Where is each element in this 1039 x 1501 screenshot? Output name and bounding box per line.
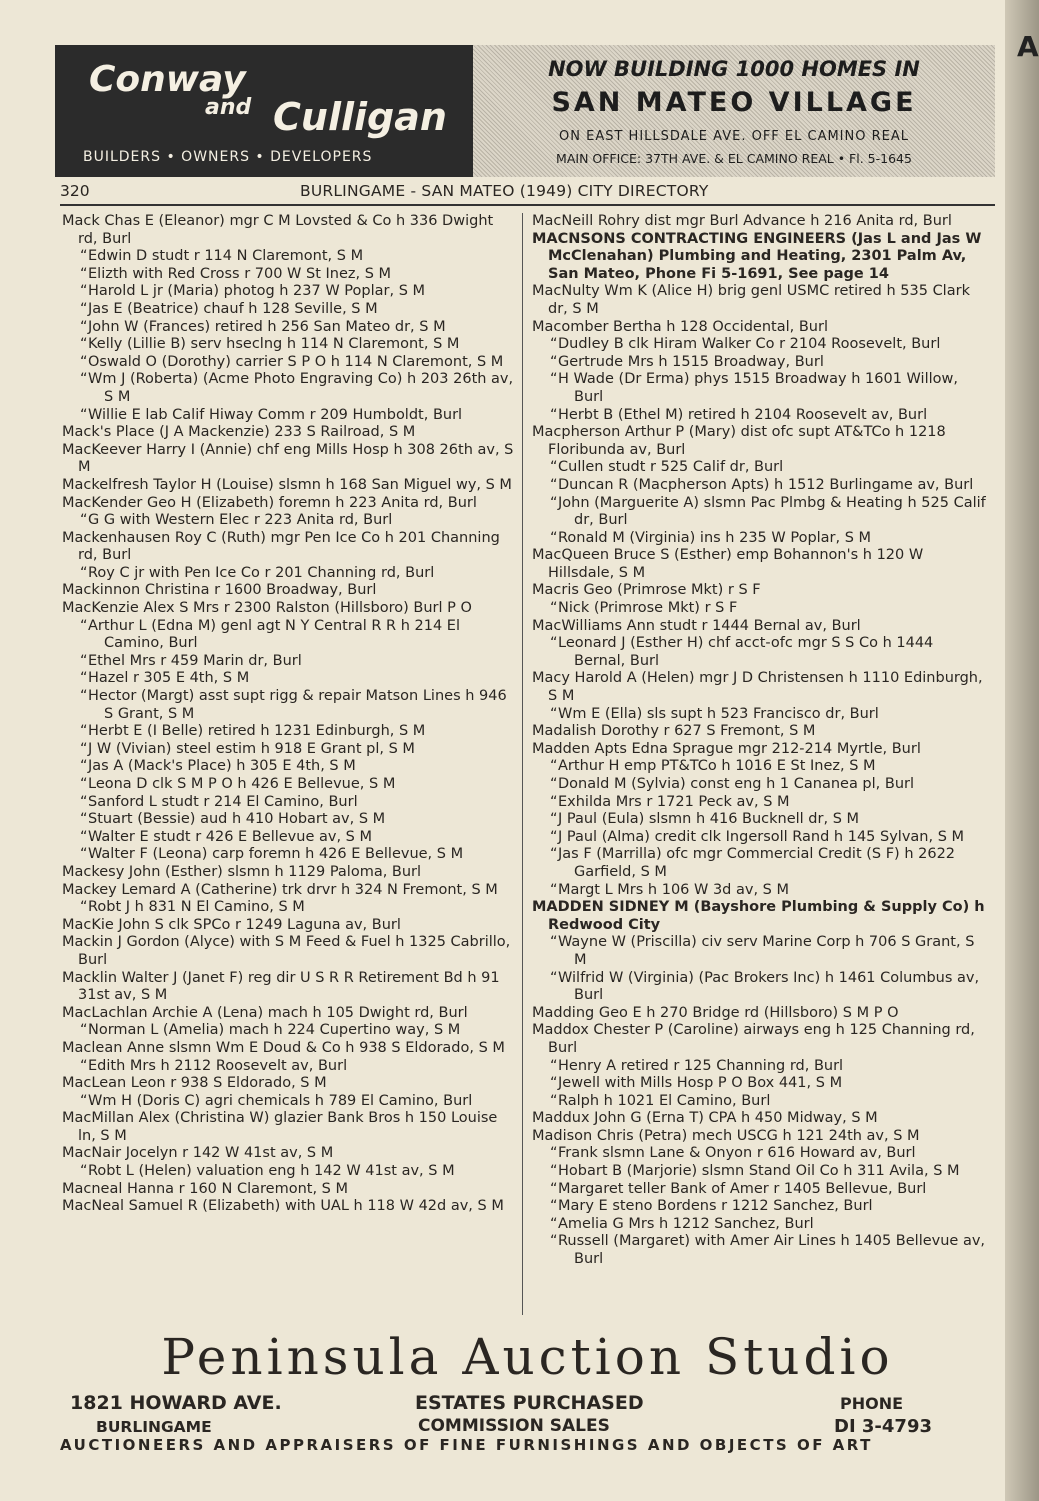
listing-text: Margt L Mrs h 106 W 3d av, S M <box>558 881 790 898</box>
ditto-mark: “ <box>550 828 558 845</box>
listing-entry <box>60 776 515 794</box>
listing-entry <box>60 1058 515 1076</box>
listing-text: MacKender Geo H (Elizabeth) foremn h 223 Anita rd, Burl <box>62 494 477 511</box>
ditto-mark: “ <box>550 1092 558 1109</box>
ditto-mark: “ <box>80 283 88 300</box>
listing-entry <box>60 688 515 723</box>
listing-text: Leona D clk S M P O h 426 E Bellevue, S M <box>88 776 396 792</box>
listing-text: Arthur H emp PT&TCo h 1016 E St Inez, S M <box>558 758 876 775</box>
ditto-mark: “ <box>80 1022 88 1039</box>
listing-text: Wm J (Roberta) (Acme Photo Engraving Co) h 203 26th av, S M <box>88 371 514 405</box>
listing-text: Frank slsmn Lane & Onyon r 616 Howard av, Burl <box>558 1145 916 1162</box>
listing-text: MacMillan Alex (Christina W) glazier Bank Bros h 150 Louise ln, S M <box>62 1110 498 1144</box>
listing-entry <box>530 758 988 776</box>
ad-tagline: BUILDERS • OWNERS • DEVELOPERS <box>83 149 373 165</box>
auction-phone-label: PHONE <box>840 1394 904 1413</box>
footer-advertisement <box>60 1328 995 1468</box>
listing-entry <box>60 512 515 530</box>
listing-text: Hazel r 305 E 4th, S M <box>88 670 250 687</box>
ditto-mark: “ <box>550 1180 558 1197</box>
conway-culligan-ad <box>55 45 473 177</box>
listing-text: Cullen studt r 525 Calif dr, Burl <box>558 459 784 476</box>
listing-text: Elizth with Red Cross r 700 W St Inez, S M <box>88 265 392 282</box>
listing-text: Kelly (Lillie B) serv hseclng h 114 N Claremont, S M <box>88 336 460 353</box>
listing-entry <box>530 1145 988 1163</box>
listing-entry <box>60 336 515 354</box>
listing-entry <box>60 1163 515 1181</box>
listing-entry <box>530 723 988 741</box>
listing-text: Mary E steno Bordens r 1212 Sanchez, Burl <box>558 1198 873 1215</box>
directory-title: BURLINGAME - SAN MATEO (1949) CITY DIRECTORY <box>300 182 709 200</box>
listing-entry <box>530 1163 988 1181</box>
ditto-mark: “ <box>550 1233 558 1250</box>
listing-text: J Paul (Eula) slsmn h 416 Bucknell dr, S M <box>558 811 860 828</box>
listing-entry <box>60 477 515 495</box>
ditto-mark: “ <box>80 793 88 810</box>
listing-entry <box>60 811 515 829</box>
listing-entry <box>60 565 515 583</box>
promo-line-1: NOW BUILDING 1000 HOMES IN <box>548 57 920 81</box>
listing-text: J Paul (Alma) credit clk Ingersoll Rand h 145 Sylvan, S M <box>558 828 965 845</box>
listing-text: Duncan R (Macpherson Apts) h 1512 Burlingame av, Burl <box>558 476 974 493</box>
listing-entry <box>60 970 515 1005</box>
listing-text: Macomber Bertha h 128 Occidental, Burl <box>532 318 828 335</box>
ditto-mark: “ <box>550 969 558 986</box>
listing-entry <box>530 1075 988 1093</box>
listing-entry <box>60 1040 515 1058</box>
ditto-mark: “ <box>550 758 558 775</box>
brand-name-conway: Conway <box>89 59 246 100</box>
auction-city: BURLINGAME <box>96 1418 212 1436</box>
listing-text: H Wade (Dr Erma) phys 1515 Broadway h 1601 Willow, Burl <box>558 371 958 405</box>
listing-text: John (Marguerite A) slsmn Pac Plmbg & Heating h 525 Calif dr, Burl <box>558 494 986 529</box>
listing-text: Mackinnon Christina r 1600 Broadway, Burl <box>62 582 377 599</box>
listing-text: Madden Apts Edna Sprague mgr 212-214 Myrtle, Burl <box>532 740 921 757</box>
listing-entry <box>530 371 988 406</box>
auction-studio-name: Peninsula Auction Studio <box>161 1328 894 1386</box>
listing-entry <box>60 899 515 917</box>
listing-entry <box>60 653 515 671</box>
listing-text: Gertrude Mrs h 1515 Broadway, Burl <box>558 353 824 370</box>
listing-entry <box>530 1110 988 1128</box>
listing-entry <box>60 864 515 882</box>
listing-text: Ronald M (Virginia) ins h 235 W Poplar, S M <box>558 529 872 546</box>
ditto-mark: “ <box>550 336 558 353</box>
auction-service-1: ESTATES PURCHASED <box>415 1392 644 1414</box>
listing-entry <box>60 301 515 319</box>
ditto-mark: “ <box>550 1198 558 1215</box>
ditto-mark: “ <box>550 793 558 810</box>
san-mateo-village-ad <box>473 45 995 177</box>
ditto-mark: “ <box>550 406 558 423</box>
ditto-mark: “ <box>80 811 88 828</box>
listing-entry <box>530 882 988 900</box>
ditto-mark: “ <box>80 740 88 757</box>
listing-entry <box>60 582 515 600</box>
listing-text: Maddux John G (Erna T) CPA h 450 Midway, S M <box>532 1110 878 1127</box>
listing-text: Norman L (Amelia) mach h 224 Cupertino way, S M <box>88 1022 461 1039</box>
listing-text: Maclean Anne slsmn Wm E Doud & Co h 938 S Eldorado, S M <box>62 1039 505 1056</box>
listing-entry <box>530 899 988 934</box>
listing-text: Macris Geo (Primrose Mkt) r S F <box>532 582 761 599</box>
ditto-mark: “ <box>80 776 88 792</box>
edge-glyph: A <box>1017 30 1039 63</box>
listing-text: Jewell with Mills Hosp P O Box 441, S M <box>558 1075 843 1092</box>
ditto-mark: “ <box>80 353 88 370</box>
listing-entry <box>60 1075 515 1093</box>
listing-entry <box>60 1181 515 1199</box>
listing-entry <box>60 723 515 741</box>
brand-name-culligan: Culligan <box>273 95 447 139</box>
listing-entry <box>60 758 515 776</box>
ditto-mark: “ <box>80 846 88 863</box>
listing-entry <box>530 1181 988 1199</box>
listing-entry <box>60 371 515 406</box>
listing-text: Henry A retired r 125 Channing rd, Burl <box>558 1057 844 1074</box>
listing-text: MacKie John S clk SPCo r 1249 Laguna av, Burl <box>62 916 401 933</box>
listing-text: Jas A (Mack's Place) h 305 E 4th, S M <box>88 758 356 775</box>
header-advertisement <box>55 45 995 177</box>
listing-entry <box>530 706 988 724</box>
listing-text: Edwin D studt r 114 N Claremont, S M <box>88 248 364 265</box>
listing-text: Herbt E (I Belle) retired h 1231 Edinburgh, S M <box>88 723 426 740</box>
ditto-mark: “ <box>550 934 558 951</box>
listing-text: Oswald O (Dorothy) carrier S P O h 114 N Claremont, S M <box>88 353 504 370</box>
page-number: 320 <box>60 182 90 200</box>
listing-entry <box>60 1005 515 1023</box>
listing-text: Robt L (Helen) valuation eng h 142 W 41st av, S M <box>88 1163 455 1180</box>
ditto-mark: “ <box>550 600 558 617</box>
listing-entry <box>530 1233 988 1268</box>
auction-phone: DI 3-4793 <box>834 1416 932 1437</box>
listing-text: Jas E (Beatrice) chauf h 128 Seville, S M <box>88 300 378 317</box>
listing-entry <box>530 600 988 618</box>
listing-entry <box>60 1198 515 1216</box>
listing-entry <box>60 442 515 477</box>
ditto-mark: “ <box>80 758 88 775</box>
listing-text: Robt J h 831 N El Camino, S M <box>88 899 305 916</box>
listing-entry <box>530 829 988 847</box>
listing-text: Sanford L studt r 214 El Camino, Burl <box>88 793 358 810</box>
auction-slogan: AUCTIONEERS AND APPRAISERS OF FINE FURNISHINGS AND OBJECTS OF ART <box>60 1436 873 1454</box>
listing-entry <box>530 1022 988 1057</box>
auction-service-2: COMMISSION SALES <box>418 1416 610 1436</box>
ditto-mark: “ <box>550 353 558 370</box>
brand-name-and: and <box>205 95 252 120</box>
right-column-listings <box>530 213 988 1269</box>
ditto-mark: “ <box>80 1057 88 1074</box>
listing-entry <box>60 283 515 301</box>
promo-line-4: MAIN OFFICE: 37TH AVE. & EL CAMINO REAL • Fl. 5-1645 <box>556 151 912 166</box>
ditto-mark: “ <box>80 1163 88 1180</box>
listing-entry <box>60 846 515 864</box>
listing-entry <box>60 495 515 513</box>
listing-text: Willie E lab Calif Hiway Comm r 209 Humboldt, Burl <box>88 406 463 423</box>
listing-text: Dudley B clk Hiram Walker Co r 2104 Roosevelt, Burl <box>558 336 941 353</box>
listing-entry <box>60 741 515 759</box>
listing-entry <box>60 266 515 284</box>
ditto-mark: “ <box>550 476 558 493</box>
listing-entry <box>60 319 515 337</box>
listing-text: Mackin J Gordon (Alyce) with S M Feed & Fuel h 1325 Cabrillo, Burl <box>62 934 511 968</box>
listing-entry <box>60 1022 515 1040</box>
listing-text: MADDEN SIDNEY M (Bayshore Plumbing & Supply Co) h Redwood City <box>532 899 985 933</box>
ditto-mark: “ <box>550 881 558 898</box>
listing-entry <box>60 354 515 372</box>
ditto-mark: “ <box>550 846 558 863</box>
listing-entry <box>530 1058 988 1076</box>
ditto-mark: “ <box>550 1075 558 1092</box>
running-head <box>60 180 995 206</box>
listing-entry <box>60 917 515 935</box>
listing-text: Wayne W (Priscilla) civ serv Marine Corp h 706 S Grant, S M <box>558 934 975 968</box>
listing-text: MacKenzie Alex S Mrs r 2300 Ralston (Hillsboro) Burl P O <box>62 600 472 617</box>
listing-text: MacNeal Samuel R (Elizabeth) with UAL h 118 W 42d av, S M <box>62 1198 504 1215</box>
listing-entry <box>60 530 515 565</box>
listing-entry <box>60 1110 515 1145</box>
listing-entry <box>60 424 515 442</box>
listing-entry <box>530 1128 988 1146</box>
ditto-mark: “ <box>550 1163 558 1180</box>
listing-text: Harold L jr (Maria) photog h 237 W Poplar, S M <box>88 283 426 300</box>
listing-entry <box>530 846 988 881</box>
listing-text: MacLean Leon r 938 S Eldorado, S M <box>62 1075 327 1092</box>
listing-entry <box>530 794 988 812</box>
listing-text: Mack's Place (J A Mackenzie) 233 S Railroad, S M <box>62 424 416 441</box>
listing-entry <box>530 477 988 495</box>
listing-entry <box>60 213 515 248</box>
listing-entry <box>530 336 988 354</box>
listing-entry <box>530 1198 988 1216</box>
listing-text: MACNSONS CONTRACTING ENGINEERS (Jas L and Jas W McClenahan) Plumbing and Heating, 2301 Palm Av, San Mateo, Phone Fi 5-1691, See page 14 <box>532 230 982 282</box>
listing-entry <box>530 1093 988 1111</box>
listing-text: Walter E studt r 426 E Bellevue av, S M <box>88 828 372 845</box>
listing-entry <box>530 213 988 231</box>
listing-text: MacNeill Rohry dist mgr Burl Advance h 216 Anita rd, Burl <box>532 213 952 229</box>
listing-entry <box>530 811 988 829</box>
ditto-mark: “ <box>80 248 88 265</box>
listing-entry <box>530 231 988 284</box>
listing-text: Macy Harold A (Helen) mgr J D Christensen h 1110 Edinburgh, S M <box>532 670 983 705</box>
listing-text: Macneal Hanna r 160 N Claremont, S M <box>62 1180 348 1197</box>
listing-text: Margaret teller Bank of Amer r 1405 Bellevue, Burl <box>558 1180 927 1197</box>
listing-text: Maddox Chester P (Caroline) airways eng h 125 Channing rd, Burl <box>532 1022 975 1056</box>
listing-text: Macklin Walter J (Janet F) reg dir U S R R Retirement Bd h 91 31st av, S M <box>62 969 500 1004</box>
ditto-mark: “ <box>80 564 88 581</box>
listing-text: MacKeever Harry I (Annie) chf eng Mills Hosp h 308 26th av, S M <box>62 441 514 476</box>
listing-text: MacNulty Wm K (Alice H) brig genl USMC retired h 535 Clark dr, S M <box>532 283 970 317</box>
listing-text: Amelia G Mrs h 1212 Sanchez, Burl <box>558 1215 814 1232</box>
listing-text: MacNair Jocelyn r 142 W 41st av, S M <box>62 1145 334 1162</box>
listing-text: G G with Western Elec r 223 Anita rd, Burl <box>88 512 393 529</box>
promo-line-2: SAN MATEO VILLAGE <box>551 87 917 118</box>
listing-entry <box>530 741 988 759</box>
ditto-mark: “ <box>550 1145 558 1162</box>
promo-line-3: ON EAST HILLSDALE AVE. OFF EL CAMINO REAL <box>559 129 909 144</box>
ditto-mark: “ <box>80 899 88 916</box>
ditto-mark: “ <box>80 1092 88 1109</box>
listing-entry <box>60 829 515 847</box>
ditto-mark: “ <box>550 1215 558 1232</box>
ditto-mark: “ <box>80 617 88 634</box>
listing-entry <box>530 670 988 705</box>
auction-address: 1821 HOWARD AVE. <box>70 1392 282 1414</box>
ditto-mark: “ <box>80 652 88 669</box>
adjacent-page-edge <box>1005 0 1039 1501</box>
listing-entry <box>60 248 515 266</box>
ditto-mark: “ <box>550 776 558 792</box>
listing-text: Ethel Mrs r 459 Marin dr, Burl <box>88 652 302 669</box>
listing-text: Mackey Lemard A (Catherine) trk drvr h 324 N Fremont, S M <box>62 881 498 898</box>
listing-entry <box>530 283 988 318</box>
listing-text: Arthur L (Edna M) genl agt N Y Central R R h 214 El Camino, Burl <box>88 617 460 652</box>
listing-text: Donald M (Sylvia) const eng h 1 Cananea pl, Burl <box>558 776 915 792</box>
listing-text: Madalish Dorothy r 627 S Fremont, S M <box>532 723 816 740</box>
listing-text: Russell (Margaret) with Amer Air Lines h 1405 Bellevue av, Burl <box>558 1233 986 1268</box>
listing-text: MacQueen Bruce S (Esther) emp Bohannon's h 120 W Hillsdale, S M <box>532 547 924 581</box>
listing-entry <box>530 424 988 459</box>
ditto-mark: “ <box>550 494 558 511</box>
listing-text: John W (Frances) retired h 256 San Mateo dr, S M <box>88 318 446 335</box>
ditto-mark: “ <box>550 635 558 652</box>
listing-entry <box>60 618 515 653</box>
listing-entry <box>530 582 988 600</box>
ditto-mark: “ <box>550 529 558 546</box>
ditto-mark: “ <box>80 512 88 529</box>
listing-text: Wilfrid W (Virginia) (Pac Brokers Inc) h 1461 Columbus av, Burl <box>558 969 980 1004</box>
listing-text: Mack Chas E (Eleanor) mgr C M Lovsted & Co h 336 Dwight rd, Burl <box>62 213 494 247</box>
ditto-mark: “ <box>550 459 558 476</box>
ditto-mark: “ <box>80 336 88 353</box>
listing-entry <box>530 1005 988 1023</box>
listing-text: Stuart (Bessie) aud h 410 Hobart av, S M <box>88 811 386 828</box>
listing-text: Ralph h 1021 El Camino, Burl <box>558 1092 771 1109</box>
listing-entry <box>530 530 988 548</box>
ditto-mark: “ <box>80 300 88 317</box>
listing-text: J W (Vivian) steel estim h 918 E Grant pl, S M <box>88 740 415 757</box>
listing-entry <box>530 1216 988 1234</box>
listing-entry <box>60 670 515 688</box>
listing-entry <box>530 776 988 794</box>
listing-text: Madding Geo E h 270 Bridge rd (Hillsboro) S M P O <box>532 1004 899 1021</box>
listing-text: Herbt B (Ethel M) retired h 2104 Roosevelt av, Burl <box>558 406 928 423</box>
listing-entry <box>60 882 515 900</box>
listing-text: Mackelfresh Taylor H (Louise) slsmn h 168 San Miguel wy, S M <box>62 476 512 493</box>
listing-text: Hobart B (Marjorie) slsmn Stand Oil Co h 311 Avila, S M <box>558 1163 960 1180</box>
ditto-mark: “ <box>80 371 88 388</box>
listing-entry <box>530 970 988 1005</box>
ditto-mark: “ <box>80 688 88 705</box>
listing-text: Exhilda Mrs r 1721 Peck av, S M <box>558 793 790 810</box>
listing-text: Hector (Margt) asst supt rigg & repair Matson Lines h 946 S Grant, S M <box>88 688 507 722</box>
ditto-mark: “ <box>550 811 558 828</box>
listing-entry <box>60 794 515 812</box>
listing-entry <box>530 495 988 530</box>
listing-entry <box>530 547 988 582</box>
listing-text: Walter F (Leona) carp foremn h 426 E Bellevue, S M <box>88 846 464 863</box>
listing-entry <box>530 635 988 670</box>
ditto-mark: “ <box>80 406 88 423</box>
listing-entry <box>60 600 515 618</box>
listing-text: Wm H (Doris C) agri chemicals h 789 El Camino, Burl <box>88 1092 473 1109</box>
listing-text: Wm E (Ella) sls supt h 523 Francisco dr, Burl <box>558 705 879 722</box>
listing-entry <box>530 407 988 425</box>
listing-text: Macpherson Arthur P (Mary) dist ofc supt AT&TCo h 1218 Floribunda av, Burl <box>532 424 946 458</box>
listing-entry <box>530 319 988 337</box>
listing-entry <box>60 407 515 425</box>
ditto-mark: “ <box>80 318 88 335</box>
listing-text: Roy C jr with Pen Ice Co r 201 Channing rd, Burl <box>88 564 435 581</box>
listing-text: Edith Mrs h 2112 Roosevelt av, Burl <box>88 1057 348 1074</box>
listing-text: Mackesy John (Esther) slsmn h 1129 Paloma, Burl <box>62 863 422 880</box>
ditto-mark: “ <box>80 265 88 282</box>
listing-entry <box>60 1093 515 1111</box>
listing-entry <box>530 354 988 372</box>
ditto-mark: “ <box>550 371 558 388</box>
listing-text: Leonard J (Esther H) chf acct-ofc mgr S S Co h 1444 Bernal, Burl <box>558 635 934 669</box>
listing-text: MacLachlan Archie A (Lena) mach h 105 Dwight rd, Burl <box>62 1004 468 1021</box>
listing-entry <box>530 618 988 636</box>
listing-entry <box>530 459 988 477</box>
ditto-mark: “ <box>550 705 558 722</box>
listing-entry <box>530 934 988 969</box>
ditto-mark: “ <box>80 828 88 845</box>
listing-entry <box>60 934 515 969</box>
listing-text: MacWilliams Ann studt r 1444 Bernal av, Burl <box>532 617 861 634</box>
ditto-mark: “ <box>550 1057 558 1074</box>
ditto-mark: “ <box>80 670 88 687</box>
listing-text: Mackenhausen Roy C (Ruth) mgr Pen Ice Co h 201 Channing rd, Burl <box>62 529 500 564</box>
left-column-listings <box>60 213 515 1216</box>
listing-text: Nick (Primrose Mkt) r S F <box>558 600 738 617</box>
ditto-mark: “ <box>80 723 88 740</box>
listing-text: Madison Chris (Petra) mech USCG h 121 24th av, S M <box>532 1127 920 1144</box>
listing-entry <box>60 1145 515 1163</box>
listing-text: Jas F (Marrilla) ofc mgr Commercial Credit (S F) h 2622 Garfield, S M <box>558 846 956 880</box>
column-divider <box>522 213 523 1315</box>
